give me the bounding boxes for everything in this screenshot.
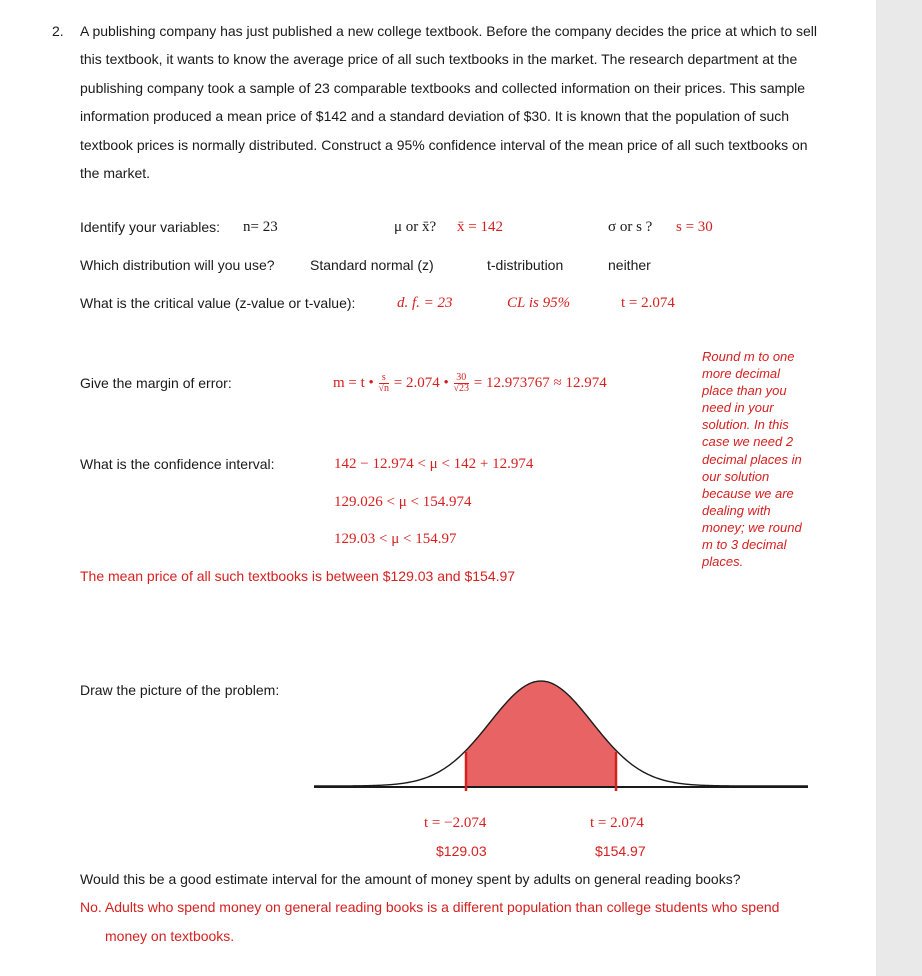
interval-label: What is the confidence interval: <box>80 456 275 472</box>
rounding-note: Round m to one more decimal place than you need in your solution. In this case we need 2 decimal places in our solution because we are dealing with money; we round m to 3 decimal places. <box>702 349 802 570</box>
left-t-label: t = −2.074 <box>424 815 487 831</box>
sample-mean: x̄ = 142 <box>457 219 503 235</box>
sample-sd: s = 30 <box>676 219 713 235</box>
followup-answer-line-2: money on textbooks. <box>105 928 235 944</box>
frac1-den: √n <box>378 383 390 395</box>
margin-lhs: m = t • <box>333 375 374 391</box>
left-price-label: $129.03 <box>436 843 487 859</box>
confidence-level: CL is 95% <box>507 295 571 311</box>
option-t-distribution: t-distribution <box>487 257 564 273</box>
margin-rhs: = 12.973767 ≈ 12.974 <box>473 375 607 391</box>
right-t-label: t = 2.074 <box>590 815 644 831</box>
frac1-num: s <box>379 373 390 384</box>
followup-question: Would this be a good estimate interval for the amount of money spent by adults on general reading books? <box>80 871 741 887</box>
interval-conclusion: The mean price of all such textbooks is between $129.03 and $154.97 <box>80 568 516 584</box>
sd-choice: σ or s ? <box>608 219 653 235</box>
interval-line-2: 129.026 < μ < 154.974 <box>334 494 472 510</box>
frac2-den: √23 <box>453 383 470 395</box>
mean-choice: μ or x̄? <box>394 219 437 235</box>
followup-answer-line-1: No. Adults who spend money on general reading books is a different population than college students who spend <box>80 899 780 915</box>
margin-mid: = 2.074 • <box>393 375 449 391</box>
option-standard-normal: Standard normal (z) <box>310 257 434 273</box>
interval-line-1: 142 − 12.974 < μ < 142 + 12.974 <box>334 456 534 472</box>
distribution-label: Which distribution will you use? <box>80 257 275 273</box>
option-neither: neither <box>608 257 651 273</box>
interval-line-3: 129.03 < μ < 154.97 <box>334 531 457 547</box>
question-number: 2. <box>52 23 64 39</box>
critical-label: What is the critical value (z-value or t-value): <box>80 295 356 311</box>
confidence-region <box>466 681 616 786</box>
variables-label: Identify your variables: <box>80 219 221 235</box>
sample-size: n= 23 <box>243 219 278 235</box>
margin-label: Give the margin of error: <box>80 375 232 391</box>
picture-label: Draw the picture of the problem: <box>80 682 280 698</box>
degrees-of-freedom: d. f. = 23 <box>397 295 453 311</box>
question-text: A publishing company has just published a new college textbook. Before the company decides the price at which to sell this textbook, it wants to know the average price of all such textbooks in the market. The research department at the publishing company took a sample of 23 comparable textbooks and collected information on their prices. This sample information produced a mean price of $142 and a standard deviation of $30. It is known that the population of such textbook prices is normally distributed. Construct a 95% confidence interval of the mean price of all such textbooks on the market. <box>80 23 817 182</box>
frac2-num: 30 <box>454 373 470 384</box>
right-price-label: $154.97 <box>595 843 646 859</box>
critical-t-value: t = 2.074 <box>621 295 675 311</box>
